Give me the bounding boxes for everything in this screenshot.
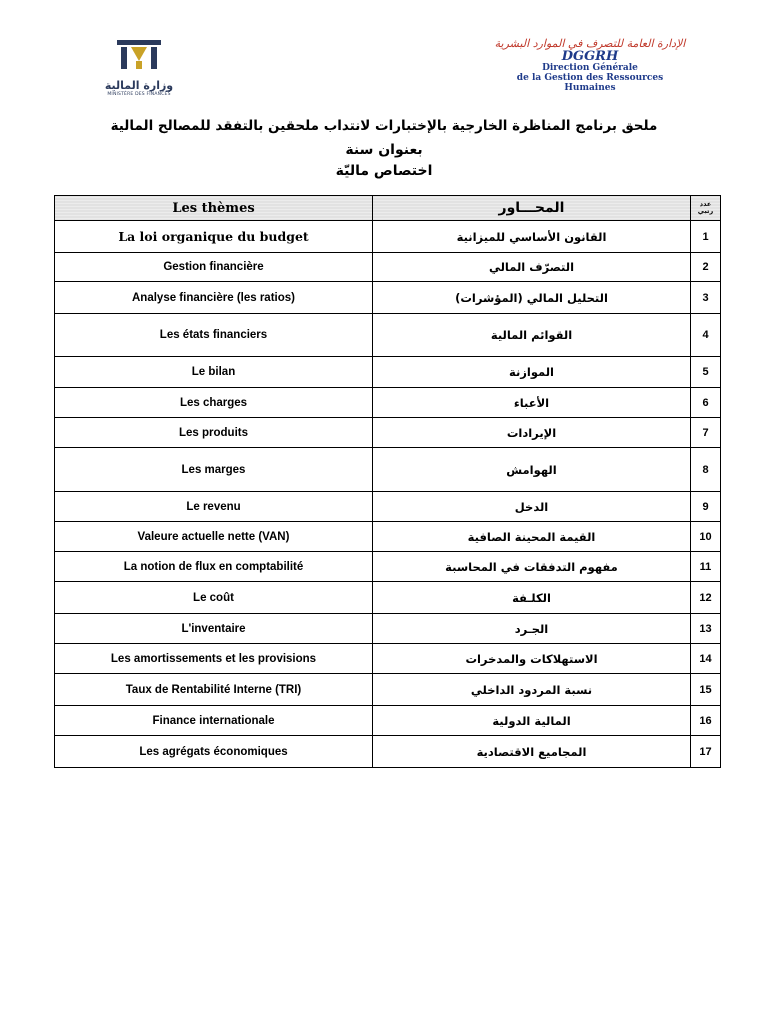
theme-fr: Taux de Rentabilité Interne (TRI) [55,674,373,706]
table-row [55,388,721,418]
theme-ar: الدخل [373,492,691,522]
table-row [55,314,721,357]
themes-table [54,195,721,768]
row-number: 4 [691,314,721,357]
table-row [55,522,721,552]
ministry-name-ar: وزارة المالية [104,79,174,92]
row-number: 15 [691,674,721,706]
header-themes-ar: المحـــاور [373,196,691,221]
header-order-line1: عدد [699,200,712,208]
theme-ar: الهوامش [373,448,691,492]
dggrh-name-fr-line1: Direction Générale [542,63,638,74]
row-number: 12 [691,582,721,614]
row-number: 13 [691,614,721,644]
theme-ar: الأعباء [373,388,691,418]
row-number: 17 [691,736,721,768]
theme-ar: مفهوم التدفقات في المحاسبة [373,552,691,582]
theme-fr: Les produits [55,418,373,448]
row-number: 14 [691,644,721,674]
theme-fr: Le coût [55,582,373,614]
theme-fr: Les agrégats économiques [55,736,373,768]
theme-fr: Le bilan [55,357,373,388]
theme-fr: Finance internationale [55,706,373,736]
table-row [55,736,721,768]
dggrh-name-fr-line2: de la Gestion des Ressources Humaines [516,73,664,94]
table-row [55,644,721,674]
theme-ar: القيمة المحينة الصافية [373,522,691,552]
theme-ar: الموازنة [373,357,691,388]
theme-fr: La loi organique du budget [55,221,373,253]
table-row [55,674,721,706]
theme-ar: التصرّف المالي [373,253,691,282]
row-number: 7 [691,418,721,448]
table-row [55,552,721,582]
theme-ar: الجـرد [373,614,691,644]
dggrh-logo [490,38,690,94]
theme-fr: Les marges [55,448,373,492]
row-number: 10 [691,522,721,552]
table-row [55,282,721,314]
row-number: 5 [691,357,721,388]
theme-ar: المجاميع الاقتصادية [373,736,691,768]
theme-fr: Les amortissements et les provisions [55,644,373,674]
table-row [55,492,721,522]
theme-ar: الاستهلاكات والمدخرات [373,644,691,674]
ministry-emblem-icon [109,34,169,74]
theme-fr: Gestion financière [55,253,373,282]
theme-ar: التحليل المالي (المؤشرات) [373,282,691,314]
document-year-line: بعنوان سنة [345,142,423,158]
theme-fr: L'inventaire [55,614,373,644]
table-row [55,357,721,388]
theme-ar: الكلـفة [373,582,691,614]
ministry-logo [84,34,194,106]
dggrh-abbr: DGGRH [561,49,619,65]
dggrh-name-ar: الإدارة العامة للتصرف في الموارد البشرية [494,37,686,50]
header-order-number [691,196,721,221]
row-number: 8 [691,448,721,492]
theme-ar: الإيرادات [373,418,691,448]
table-row [55,582,721,614]
theme-fr: Les états financiers [55,314,373,357]
table-row [55,614,721,644]
row-number: 9 [691,492,721,522]
theme-ar: القانون الأساسي للميزانية [373,221,691,253]
header-order-line2: رتبي [697,207,714,215]
table-header-row [55,196,721,221]
row-number: 1 [691,221,721,253]
row-number: 16 [691,706,721,736]
theme-fr: Le revenu [55,492,373,522]
theme-fr: Analyse financière (les ratios) [55,282,373,314]
document-specialty: اختصاص ماليّة [335,163,433,179]
table-row [55,706,721,736]
ministry-name-fr: MINISTÈRE DES FINANCES [107,92,171,97]
table-row [55,253,721,282]
table-row [55,418,721,448]
theme-fr: La notion de flux en comptabilité [55,552,373,582]
theme-ar: المالية الدولية [373,706,691,736]
header-themes-fr: Les thèmes [55,196,373,221]
theme-fr: Les charges [55,388,373,418]
row-number: 2 [691,253,721,282]
theme-ar: نسبة المردود الداخلي [373,674,691,706]
row-number: 11 [691,552,721,582]
row-number: 6 [691,388,721,418]
theme-ar: القوائم المالية [373,314,691,357]
document-title: ملحق برنامج المناظرة الخارجية بالإختبارات لانتداب ملحقين بالتفقد للمصالح المالية [110,118,658,134]
row-number: 3 [691,282,721,314]
theme-fr: Valeure actuelle nette (VAN) [55,522,373,552]
table-row [55,448,721,492]
table-row [55,221,721,253]
